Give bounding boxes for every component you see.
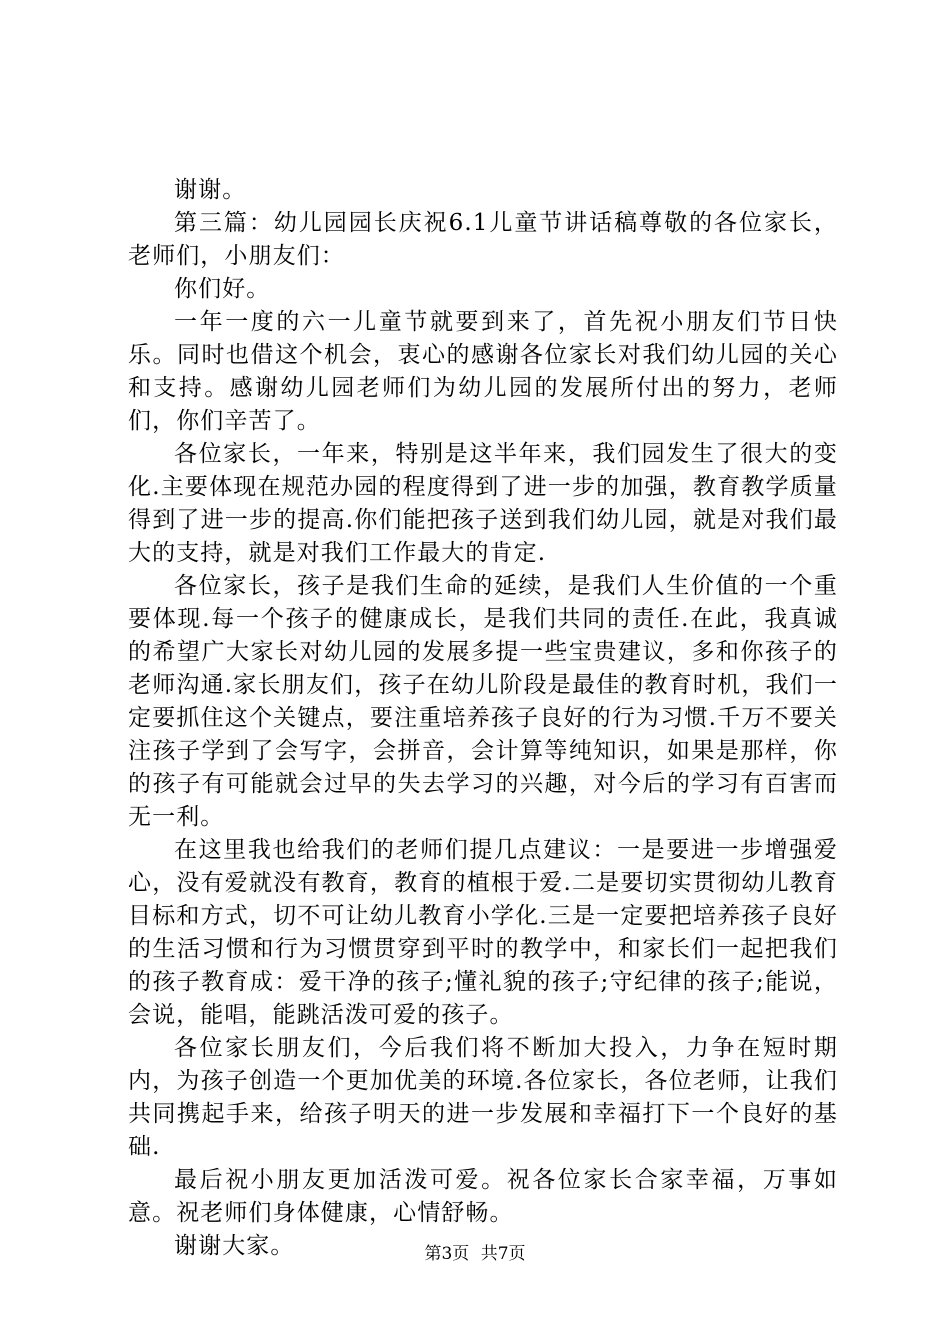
paragraph-future: 各位家长朋友们，今后我们将不断加大投入，力争在短时期内，为孩子创造一个更加优美的环境.各位家长，各位老师，让我们共同携起手来，给孩子明天的进一步发展和幸福打下一个良好的基础. — [128, 1035, 838, 1160]
paragraph-teachers: 在这里我也给我们的老师们提几点建议：一是要进一步增强爱心，没有爱就没有教育，教育的植根于爱.二是要切实贯彻幼儿教育目标和方式，切不可让幼儿教育小学化.三是一定要把培养孩子良好的生活习惯和行为习惯贯穿到平时的教学中，和家长们一起把我们的孩子教育成：爱干净的孩子;懂礼貌的孩子;守纪律的孩子;能说，会说，能唱，能跳活泼可爱的孩子。 — [128, 837, 838, 1028]
document-body — [128, 174, 838, 1263]
paragraph-closing-thanks: 谢谢。 — [174, 177, 247, 203]
paragraph-changes: 各位家长，一年来，特别是这半年来，我们园发生了很大的变化.主要体现在规范办园的程度得到了进一步的加强，教育教学质量得到了进一步的提高.你们能把孩子送到我们幼儿园，就是对我们最大的支持，就是对我们工作最大的肯定. — [128, 441, 838, 566]
paragraph-wishes: 最后祝小朋友更加活泼可爱。祝各位家长合家幸福，万事如意。祝老师们身体健康，心情舒畅。 — [128, 1167, 838, 1226]
page-footer — [0, 1243, 950, 1265]
page-total: 共7页 — [480, 1244, 526, 1264]
page-number: 第3页 — [424, 1244, 470, 1264]
paragraph-final-thanks: 谢谢大家。 — [174, 1233, 295, 1259]
paragraph-greeting: 你们好。 — [174, 276, 271, 302]
paragraph-parents: 各位家长，孩子是我们生命的延续，是我们人生价值的一个重要体现.每一个孩子的健康成长，是我们共同的责任.在此，我真诚的希望广大家长对幼儿园的发展多提一些宝贵建议，多和你孩子的老师沟通.家长朋友们，孩子在幼儿阶段是最佳的教育时机，我们一定要抓住这个关键点，要注重培养孩子良好的行为习惯.千万不要关注孩子学到了会写字，会拼音，会计算等纯知识，如果是那样，你的孩子有可能就会过早的失去学习的兴趣，对今后的学习有百害而无一利。 — [128, 573, 838, 830]
paragraph-opening: 一年一度的六一儿童节就要到来了，首先祝小朋友们节日快乐。同时也借这个机会，衷心的感谢各位家长对我们幼儿园的关心和支持。感谢幼儿园老师们为幼儿园的发展所付出的努力，老师们，你们辛苦了。 — [128, 309, 838, 434]
paragraph-section-heading: 第三篇：幼儿园园长庆祝6.1儿童节讲话稿尊敬的各位家长，老师们，小朋友们： — [128, 210, 838, 269]
